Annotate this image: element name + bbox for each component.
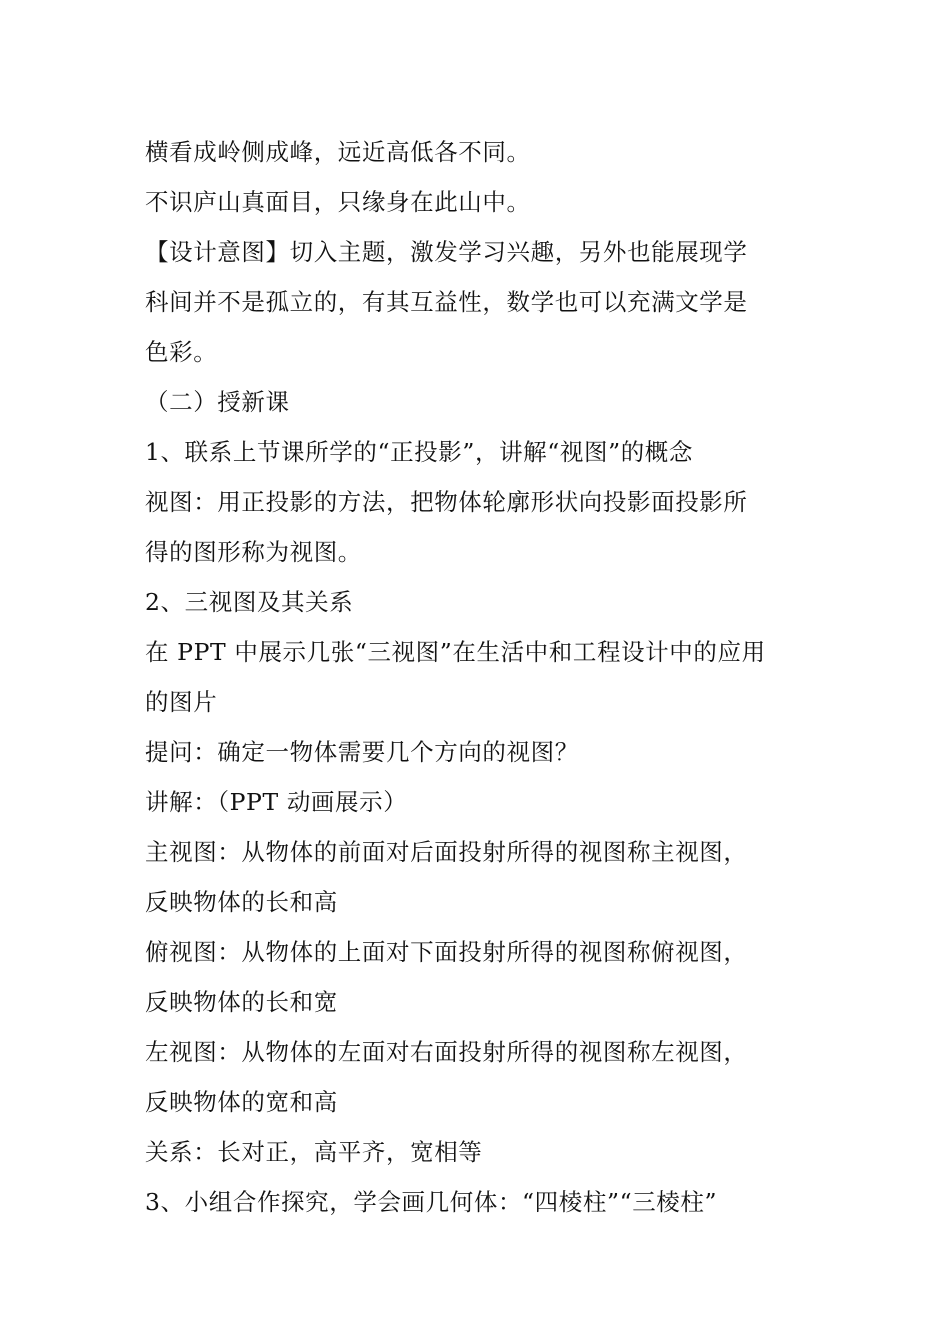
relationship-line: 关系：长对正，高平齐，宽相等 [145,1138,483,1166]
item-2-heading: 2、三视图及其关系 [145,588,354,616]
top-view-line-2: 反映物体的长和宽 [145,988,338,1016]
item-3-heading: 3、小组合作探究，学会画几何体：“四棱柱”“三棱柱” [145,1188,718,1216]
question-line: 提问：确定一物体需要几个方向的视图？ [145,738,579,766]
ppt-display-line-1: 在 PPT 中展示几张“三视图”在生活中和工程设计中的应用 [145,638,766,666]
item-1-heading: 1、联系上节课所学的“正投影”，讲解“视图”的概念 [145,438,694,466]
explanation-line: 讲解：（PPT 动画展示） [145,788,408,816]
design-intent-line-3: 色彩。 [145,338,218,366]
left-view-line-2: 反映物体的宽和高 [145,1088,338,1116]
front-view-line-2: 反映物体的长和高 [145,888,338,916]
top-view-line-1: 俯视图：从物体的上面对下面投射所得的视图称俯视图， [145,938,748,966]
document-body [145,127,810,1227]
design-intent-line-2: 科间并不是孤立的，有其互益性，数学也可以充满文学是 [145,288,748,316]
ppt-display-line-2: 的图片 [145,688,218,716]
section-heading-new-lesson: （二）授新课 [145,388,290,416]
left-view-line-1: 左视图：从物体的左面对右面投射所得的视图称左视图， [145,1038,748,1066]
front-view-line-1: 主视图：从物体的前面对后面投射所得的视图称主视图， [145,838,748,866]
poem-line-1: 横看成岭侧成峰，远近高低各不同。 [145,138,531,166]
poem-line-2: 不识庐山真面目，只缘身在此山中。 [145,188,531,216]
view-definition-line-1: 视图：用正投影的方法，把物体轮廓形状向投影面投影所 [145,488,748,516]
view-definition-line-2: 得的图形称为视图。 [145,538,362,566]
design-intent-line-1: 【设计意图】切入主题，激发学习兴趣，另外也能展现学 [145,238,748,266]
